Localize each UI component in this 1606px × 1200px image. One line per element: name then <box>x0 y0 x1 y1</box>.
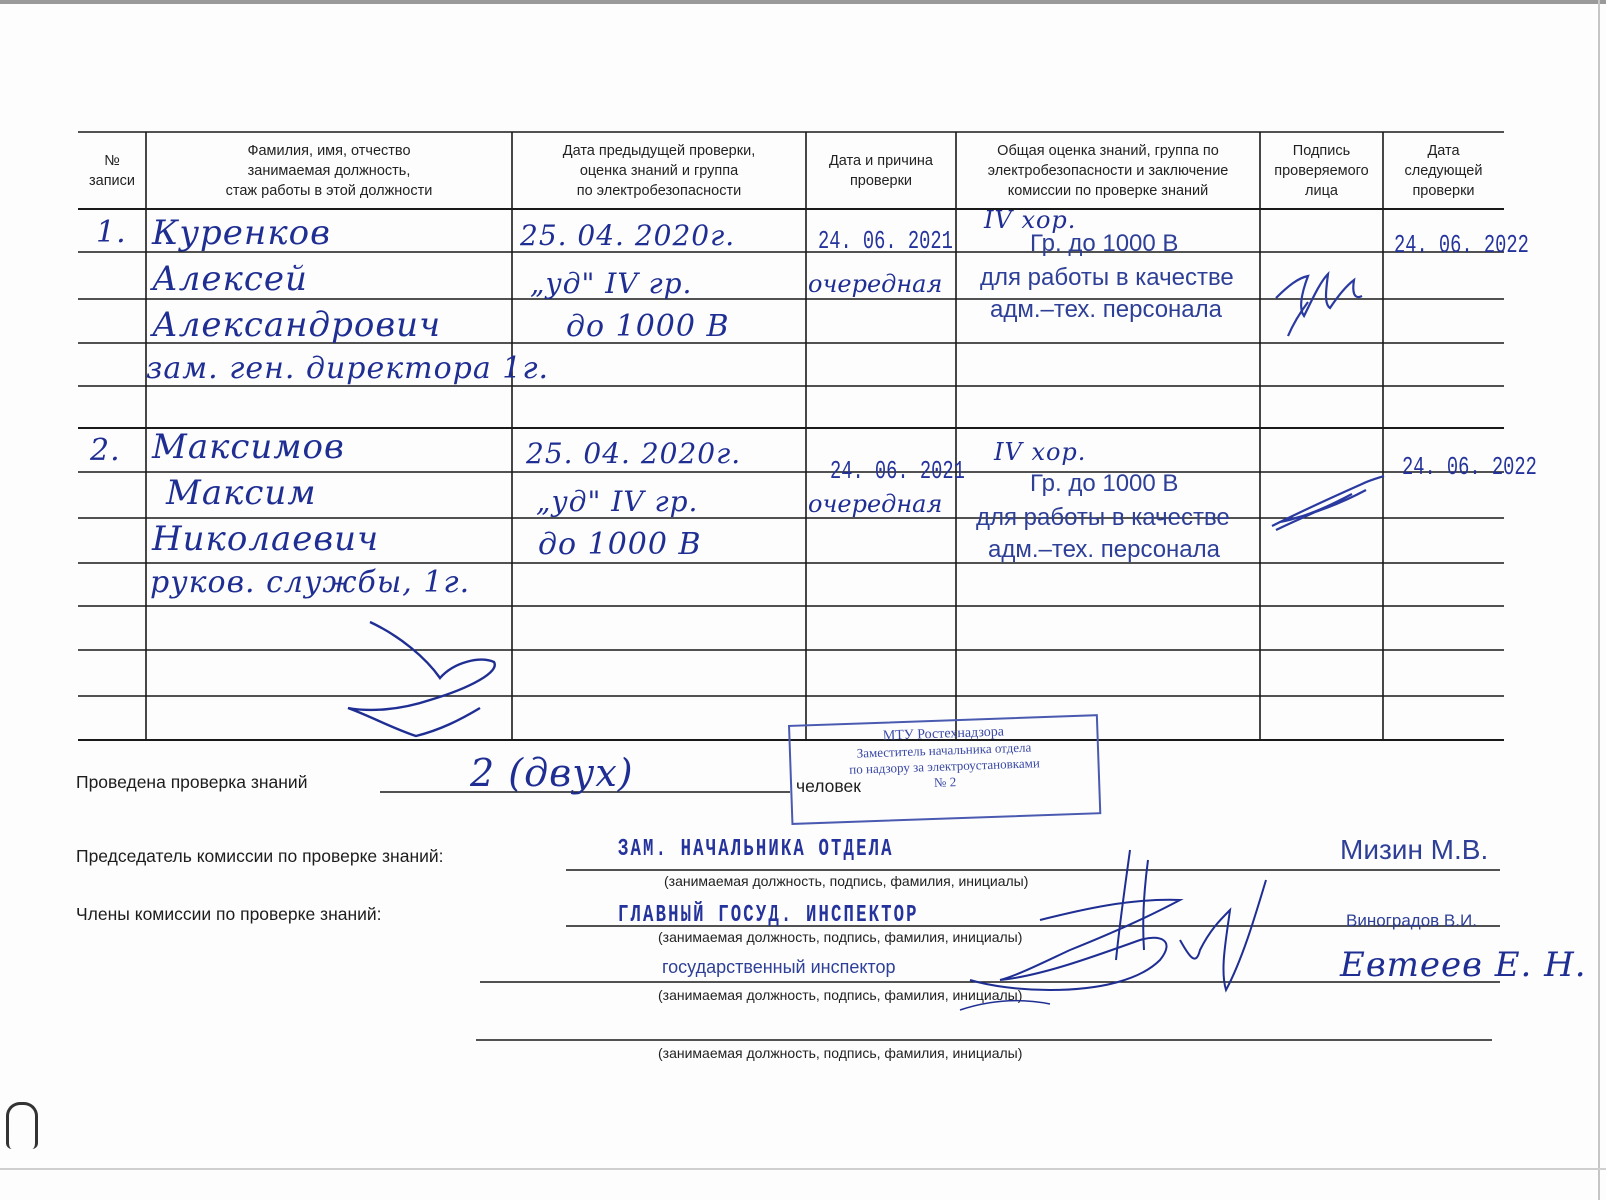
conclusion-staff-category: адм.–тех. персонала <box>988 536 1221 563</box>
previous-grade: „уд" IV гр. <box>536 485 699 518</box>
header-overall-assessment: Общая оценка знаний, группа по электробезопасности и заключение комиссии по проверке знаний <box>987 142 1229 199</box>
member-caption: (занимаемая должность, подпись, фамилия, инициалы) <box>658 987 1023 1003</box>
members-label: Члены комиссии по проверке знаний: <box>76 904 382 924</box>
check-reason: очередная <box>808 490 943 518</box>
chairman-caption: (занимаемая должность, подпись, фамилия, инициалы) <box>664 873 1029 889</box>
stamp-line: по надзору за электроустановками <box>848 755 1041 777</box>
header-next-check-date: Дата следующей проверки <box>1404 142 1483 199</box>
employee-signature-icon <box>1268 256 1380 342</box>
next-check-date-stamp: 24. 06. 2022 <box>1394 230 1529 260</box>
conclusion-staff-category: адм.–тех. персонала <box>990 296 1223 323</box>
employee-first-name: Алексей <box>152 259 308 299</box>
employee-surname: Максимов <box>152 427 345 467</box>
employee-patronymic: Александрович <box>152 305 442 345</box>
stamp-line: Заместитель начальника отдела <box>856 739 1032 761</box>
next-check-date-stamp: 24. 06. 2022 <box>1402 452 1537 482</box>
summary-label: Проведена проверка знаний <box>76 772 308 792</box>
header-signature: Подпись проверяемого лица <box>1274 142 1369 199</box>
stamp-line: МТУ Ростехнадзора <box>882 724 1005 744</box>
employee-surname: Куренков <box>152 213 331 253</box>
official-stamp <box>788 714 1101 825</box>
member-caption: (занимаемая должность, подпись, фамилия, инициалы) <box>658 929 1023 945</box>
member-caption: (занимаемая должность, подпись, фамилия, инициалы) <box>658 1045 1023 1061</box>
chairman-name-stamp: Мизин М.В. <box>1340 834 1489 865</box>
employee-position: зам. ген. директора 1г. <box>146 351 550 386</box>
member-name-handwritten: Евтеев Е. Н. <box>1340 945 1587 985</box>
check-date-stamp: 24. 06. 2021 <box>818 226 953 256</box>
record-number: 1. <box>96 215 127 250</box>
header-record-number: № записи <box>88 152 135 189</box>
previous-grade: „уд" IV гр. <box>530 267 693 300</box>
conclusion-work-type: для работы в качестве <box>976 504 1230 531</box>
previous-check-date: 25. 04. 2020г. <box>520 219 736 252</box>
chairman-position-stamp: ЗАМ. НАЧАЛЬНИКА ОТДЕЛА <box>618 836 894 863</box>
blank-rows-closure-mark-icon <box>330 612 530 742</box>
assessment-grade: IV хор. <box>984 206 1077 234</box>
check-reason: очередная <box>808 270 943 298</box>
summary-count: 2 (двух) <box>470 751 634 795</box>
member-position-stamp: ГЛАВНЫЙ ГОСУД. ИНСПЕКТОР <box>618 902 919 929</box>
record-number: 2. <box>90 433 121 468</box>
employee-position: руков. службы, 1г. <box>150 565 471 600</box>
conclusion-group: Гр. до 1000 В <box>1030 230 1179 257</box>
employee-patronymic: Николаевич <box>152 519 380 559</box>
commission-signatures-icon <box>930 840 1330 1040</box>
previous-voltage-group: до 1000 В <box>538 527 702 562</box>
chairman-label: Председатель комиссии по проверке знаний: <box>76 846 444 866</box>
summary-unit: человек <box>796 776 861 796</box>
member-name-stamp: Виноградов В.И. <box>1346 911 1477 930</box>
stamp-line: № 2 <box>933 774 957 790</box>
assessment-grade: IV хор. <box>994 438 1087 466</box>
previous-check-date: 25. 04. 2020г. <box>526 437 742 470</box>
header-previous-check: Дата предыдущей проверки, оценка знаний и группа по электробезопасности <box>562 142 756 199</box>
header-full-name: Фамилия, имя, отчество занимаемая должность, стаж работы в этой должности <box>225 142 433 199</box>
member-position-stamp: государственный инспектор <box>662 957 896 977</box>
conclusion-work-type: для работы в качестве <box>980 264 1234 291</box>
employee-signature-icon <box>1266 470 1390 540</box>
header-check-date-reason: Дата и причина проверки <box>828 152 933 189</box>
check-date-stamp: 24. 06. 2021 <box>830 456 965 486</box>
employee-first-name: Максим <box>166 473 317 513</box>
conclusion-group: Гр. до 1000 В <box>1030 470 1179 497</box>
previous-voltage-group: до 1000 В <box>566 309 730 344</box>
